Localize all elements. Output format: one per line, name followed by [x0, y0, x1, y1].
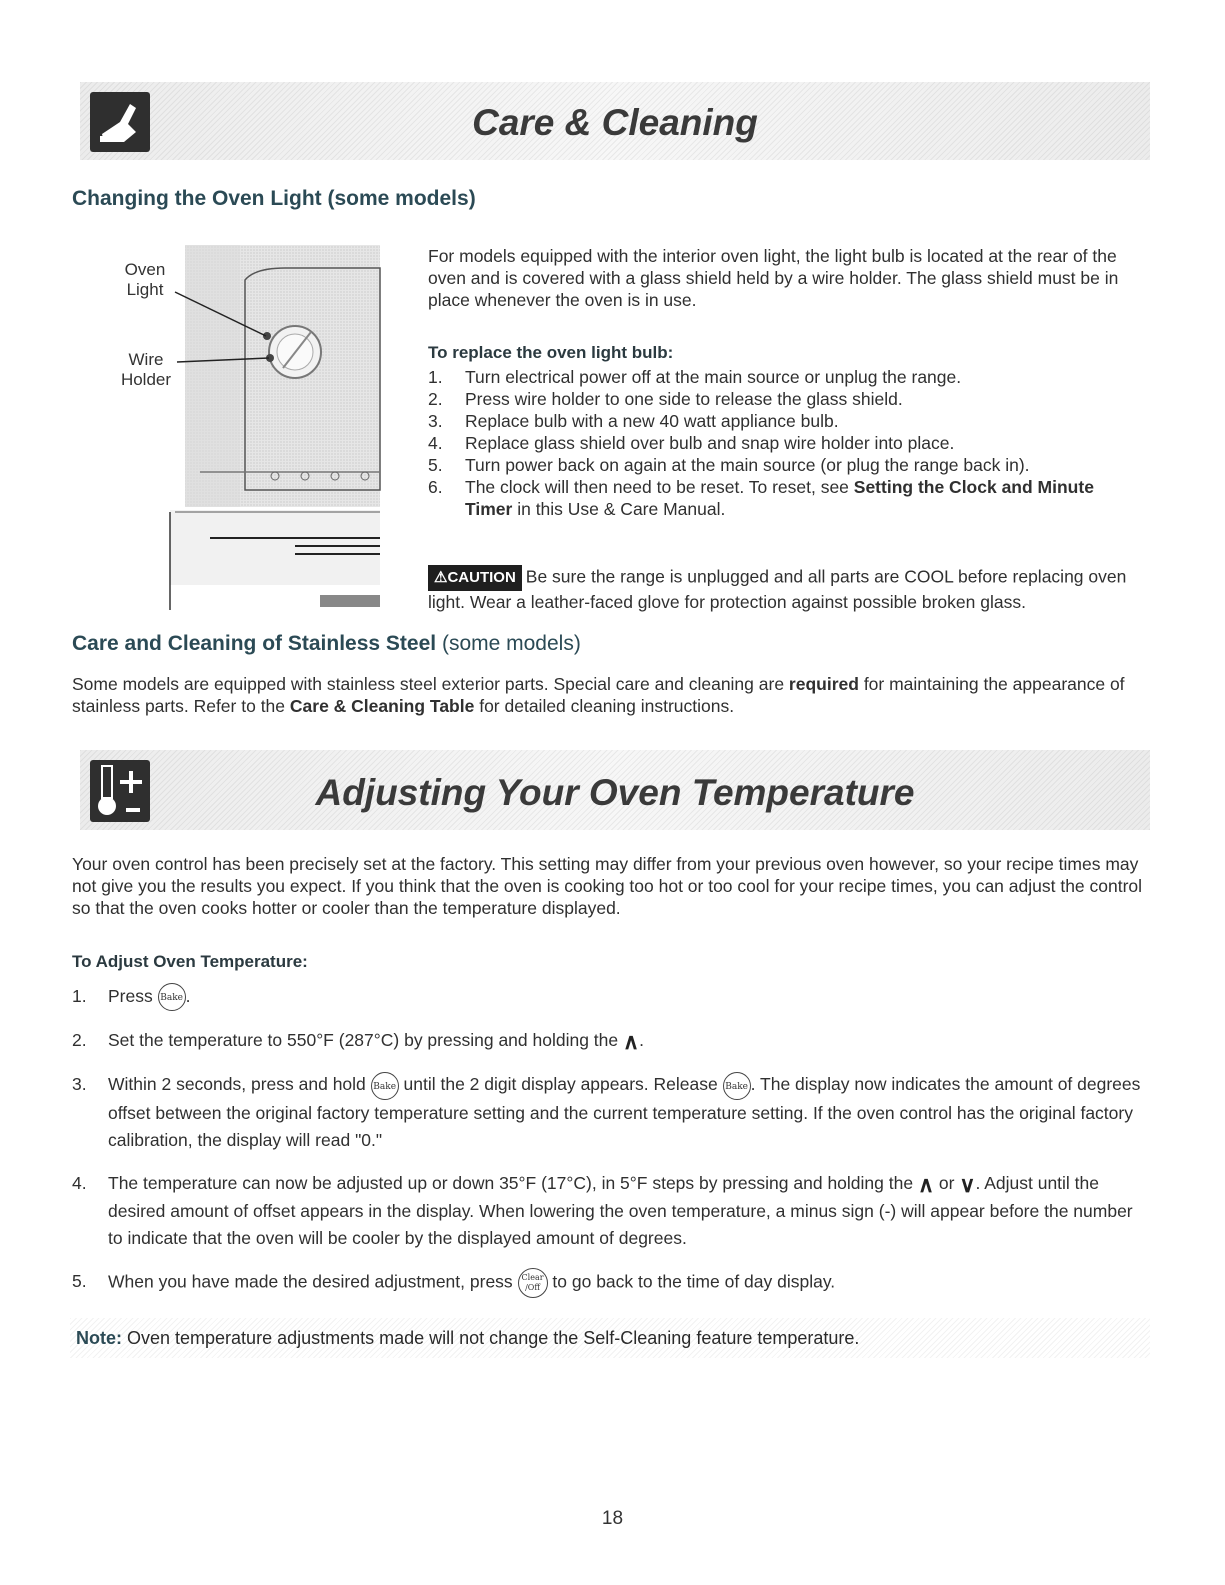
note-text: Oven temperature adjustments made will not change the Self-Cleaning feature temperature.: [122, 1328, 860, 1348]
clear-off-key-icon: Clear /Off: [518, 1268, 548, 1298]
adjust-temperature-steps: [72, 983, 1142, 1314]
adjust-temperature-subheading: To Adjust Oven Temperature:: [72, 952, 308, 971]
note-label: Note:: [76, 1328, 122, 1348]
down-arrow-icon: ∨: [959, 1171, 976, 1197]
stainless-steel-text: Some models are equipped with stainless steel exterior parts. Special care and cleaning are required for maintaining the appearance of stainless parts. Refer to the Care & Cleaning Table for detailed cleaning instructions.: [72, 674, 1125, 716]
bake-key-icon: Bake: [723, 1072, 751, 1100]
list-item: 4. The temperature can now be adjusted up or down 35°F (17°C), in 5°F steps by pressing and holding the ∧ or ∨. Adjust until the desired amount of offset appears in the display. When lowering the oven temperature, a minus sign (-) will appear before the number to indicate that the oven will be cooler by the displayed amount of degrees.: [72, 1171, 1133, 1248]
adjust-temperature-intro: Your oven control has been precisely set at the factory. This setting may differ from your previous oven however, so your recipe times may not give you the results you expect. If you think that the oven is cooking too hot or too cool for your recipe times, you can adjust the control so that the oven cooks hotter or cooler than the temperature displayed.: [72, 854, 1143, 918]
replace-bulb-subheading: To replace the oven light bulb:: [428, 343, 674, 362]
list-item: 2. Press wire holder to one side to release the glass shield.: [428, 389, 903, 409]
caution-badge: ⚠CAUTION: [428, 565, 522, 591]
list-item: 1. Turn electrical power off at the main source or unplug the range.: [428, 367, 962, 387]
up-arrow-icon: ∧: [623, 1029, 640, 1055]
section-heading-oven-light: Changing the Oven Light (some models): [72, 187, 476, 210]
care-cleaning-banner: [80, 82, 1150, 160]
banner-title: Care & Cleaning: [472, 102, 758, 143]
caution-text: Be sure the range is unplugged and all parts are COOL before replacing oven light. Wear a leather-faced glove for protection against possible broken glass.: [428, 566, 1127, 612]
list-item: 3. Replace bulb with a new 40 watt appliance bulb.: [428, 411, 839, 431]
list-item: 6. The clock will then need to be reset. To reset, see Setting the Clock and Minute Timer in this Use & Care Manual.: [428, 477, 1094, 519]
note-box: [70, 1318, 1150, 1358]
list-item: 4. Replace glass shield over bulb and snap wire holder into place.: [428, 433, 955, 453]
adjust-temperature-banner: [80, 750, 1150, 830]
up-arrow-icon: ∧: [917, 1171, 935, 1197]
bake-key-icon: Bake: [371, 1072, 399, 1100]
list-item: 5. When you have made the desired adjustment, press Clear /Off to go back to the time of day display.: [72, 1268, 1142, 1298]
stainless-steel-heading: Care and Cleaning of Stainless Steel (some models): [72, 632, 581, 655]
page-number: 18: [601, 1508, 624, 1529]
banner-title: Adjusting Your Oven Temperature: [315, 772, 915, 813]
caution-notice: [428, 565, 1143, 613]
oven-light-figure: [115, 240, 385, 612]
list-item: 5. Turn power back on again at the main source (or plug the range back in).: [428, 455, 1030, 475]
figure-label-wire-holder: Wire Holder: [120, 350, 172, 389]
bake-key-icon: Bake: [158, 983, 186, 1011]
list-item: 2. Set the temperature to 550°F (287°C) by pressing and holding the ∧.: [72, 1029, 644, 1055]
list-item: 1. Press Bake .: [72, 983, 1142, 1011]
figure-label-oven-light: Oven Light: [124, 260, 166, 299]
list-item: 3. Within 2 seconds, press and hold Bake until the 2 digit display appears. Release Bake . The display now indicates the amount of degrees offset between the original factory temperature setting and the current temperature setting. If the oven control has the original factory calibration, the display will read "0.": [72, 1071, 1142, 1153]
oven-light-intro: For models equipped with the interior oven light, the light bulb is located at the rear of the oven and is covered with a glass shield held by a wire holder. The glass shield must be in place whenever the oven is in use.: [428, 246, 1119, 310]
replace-bulb-steps: [428, 366, 1143, 520]
